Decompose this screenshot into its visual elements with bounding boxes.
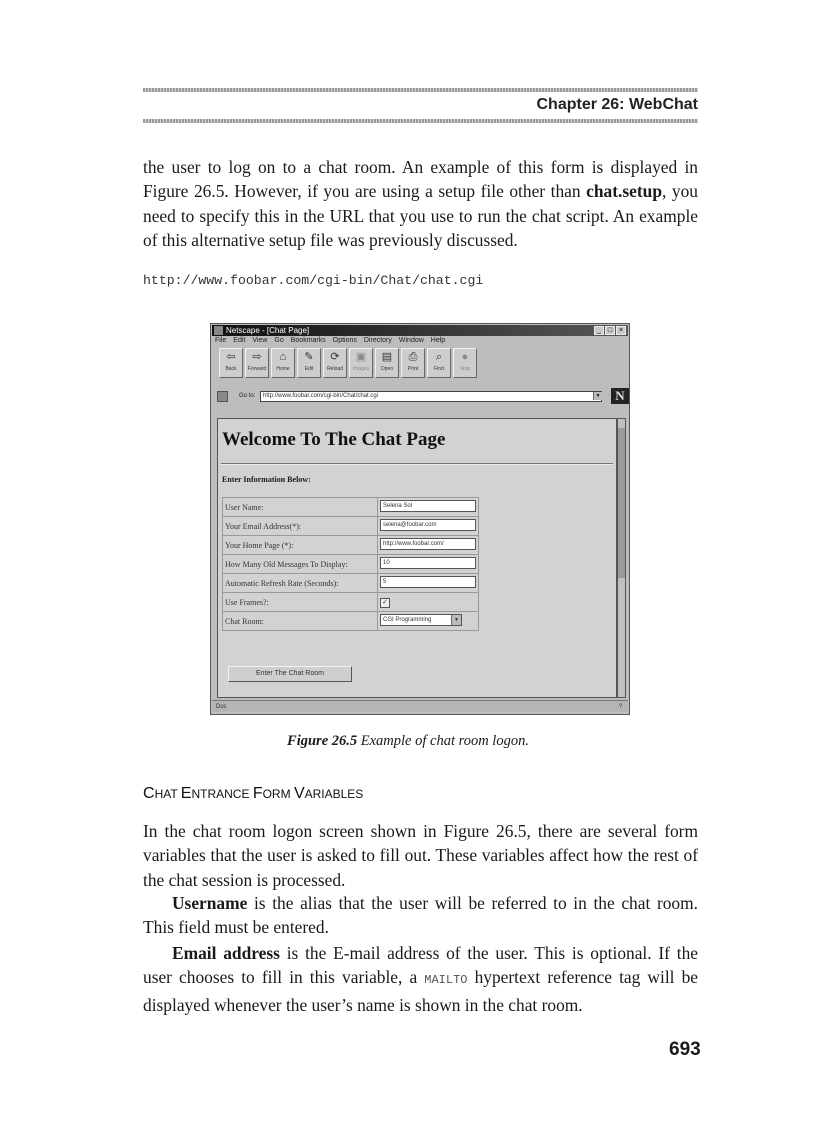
scrollbar-thumb[interactable]	[618, 428, 625, 578]
back-icon: ⇦	[226, 351, 236, 363]
chat-room-label: Chat Room:	[223, 612, 378, 631]
back-button[interactable]: ⇦ Back	[219, 348, 243, 378]
location-input[interactable]: http://www.foobar.com/cgi-bin/Chat/chat.cgi	[260, 391, 602, 402]
status-right: ?	[618, 704, 622, 710]
system-menu-icon[interactable]	[214, 326, 223, 335]
menu-help[interactable]: Help	[430, 337, 446, 344]
status-bar	[212, 700, 628, 712]
home-button[interactable]: ⌂ Home	[271, 348, 295, 378]
stop-button[interactable]: ● Stop	[453, 348, 477, 378]
email-label: Your Email Address(*):	[223, 517, 378, 536]
browser-content	[217, 418, 617, 698]
header-rule-bottom	[143, 119, 698, 123]
menu-view[interactable]: View	[252, 337, 268, 344]
window-title: Netscape - [Chat Page]	[226, 326, 310, 335]
table-row	[223, 555, 479, 574]
homepage-label: Your Home Page (*):	[223, 536, 378, 555]
forward-button[interactable]: ⇨ Forward	[245, 348, 269, 378]
header-rule-top	[143, 88, 698, 92]
netscape-logo: N	[611, 388, 629, 404]
edit-icon: ✎	[304, 351, 314, 363]
stop-icon: ●	[461, 351, 469, 363]
menu-file[interactable]: File	[215, 337, 227, 344]
paragraph-email: Email address is the E-mail address of the user. This is optional. If the user chooses to fill in this variable, a MAILTO hypertext reference tag will be displayed whenever the user’s name is shown in the chat room.	[143, 943, 698, 1015]
table-row	[223, 612, 479, 631]
window-titlebar	[212, 325, 628, 336]
table-row	[223, 593, 479, 612]
old-messages-input[interactable]: 10	[380, 557, 476, 569]
old-messages-label: How Many Old Messages To Display:	[223, 555, 378, 574]
homepage-input[interactable]: http://www.foobar.com/	[380, 538, 476, 550]
table-row	[223, 498, 479, 517]
enter-chat-room-button[interactable]: Enter The Chat Room	[228, 666, 352, 682]
enter-info-label: Enter Information Below:	[222, 475, 311, 484]
bookmark-icon[interactable]	[217, 391, 228, 402]
chat-room-select[interactable]: CGI Programming ▼	[380, 614, 462, 626]
close-icon[interactable]: ×	[616, 326, 626, 335]
open-button[interactable]: ▤ Open	[375, 348, 399, 378]
horizontal-rule	[221, 463, 613, 465]
running-head: Chapter 26: WebChat	[536, 96, 698, 113]
print-icon: ⎙	[408, 351, 418, 363]
refresh-rate-input[interactable]: 5	[380, 576, 476, 588]
vertical-scrollbar[interactable]	[617, 418, 626, 698]
browser-screenshot-figure	[210, 323, 630, 715]
code-url: http://www.foobar.com/cgi-bin/Chat/chat.cgi	[143, 273, 484, 288]
find-icon: ⌕	[435, 351, 443, 363]
table-row	[223, 517, 479, 536]
section-heading: CHAT ENTRANCE FORM VARIABLES	[143, 785, 364, 802]
maximize-icon[interactable]: □	[605, 326, 615, 335]
paragraph-form-variables: In the chat room logon screen shown in Figure 26.5, there are several form variables that the user is asked to fill out. These variables affect how the rest of the chat session is processed.	[143, 821, 698, 890]
table-row	[223, 536, 479, 555]
menu-go[interactable]: Go	[274, 337, 284, 344]
menu-bookmarks[interactable]: Bookmarks	[290, 337, 326, 344]
open-icon: ▤	[381, 351, 393, 363]
use-frames-label: Use Frames?:	[223, 593, 378, 612]
images-icon: ▣	[355, 351, 367, 363]
reload-button[interactable]: ⟳ Reload	[323, 348, 347, 378]
location-dropdown-icon[interactable]: ▼	[593, 392, 602, 400]
intro-paragraph: the user to log on to a chat room. An example of this form is displayed in Figure 26.5. However, if you are using a setup file other than chat.setup, you need to specify this in the URL that you use to run the chat script. An example of this alternative setup file was previously discussed.	[143, 157, 698, 251]
location-bar	[217, 390, 625, 404]
images-button[interactable]: ▣ Images	[349, 348, 373, 378]
logon-form-table	[222, 497, 479, 631]
minimize-icon[interactable]: _	[594, 326, 604, 335]
status-left: Doc	[216, 704, 227, 710]
setup-filename: chat.setup	[586, 181, 662, 202]
edit-button[interactable]: ✎ Edit	[297, 348, 321, 378]
paragraph-username: Username is the alias that the user will be referred to in the chat room. This field must be entered.	[143, 893, 698, 938]
use-frames-checkbox[interactable]: ✓	[380, 598, 390, 608]
menu-options[interactable]: Options	[332, 337, 357, 344]
print-button[interactable]: ⎙ Print	[401, 348, 425, 378]
menu-edit[interactable]: Edit	[233, 337, 246, 344]
username-label: User Name:	[223, 498, 378, 517]
goto-label: Go to:	[239, 393, 256, 399]
menu-bar	[215, 337, 445, 344]
username-input[interactable]: Selena Sol	[380, 500, 476, 512]
refresh-rate-label: Automatic Refresh Rate (Seconds):	[223, 574, 378, 593]
table-row	[223, 574, 479, 593]
figure-caption: Figure 26.5 Example of chat room logon.	[287, 733, 529, 749]
page-number: 693	[669, 1039, 701, 1060]
reload-icon: ⟳	[330, 351, 340, 363]
home-icon: ⌂	[279, 351, 287, 363]
find-button[interactable]: ⌕ Find	[427, 348, 451, 378]
email-input[interactable]: selena@foobar.com	[380, 519, 476, 531]
forward-icon: ⇨	[252, 351, 262, 363]
menu-directory[interactable]: Directory	[363, 337, 392, 344]
chevron-down-icon: ▼	[451, 615, 461, 625]
toolbar	[219, 348, 477, 378]
page-heading: Welcome To The Chat Page	[222, 429, 446, 450]
menu-window[interactable]: Window	[398, 337, 424, 344]
